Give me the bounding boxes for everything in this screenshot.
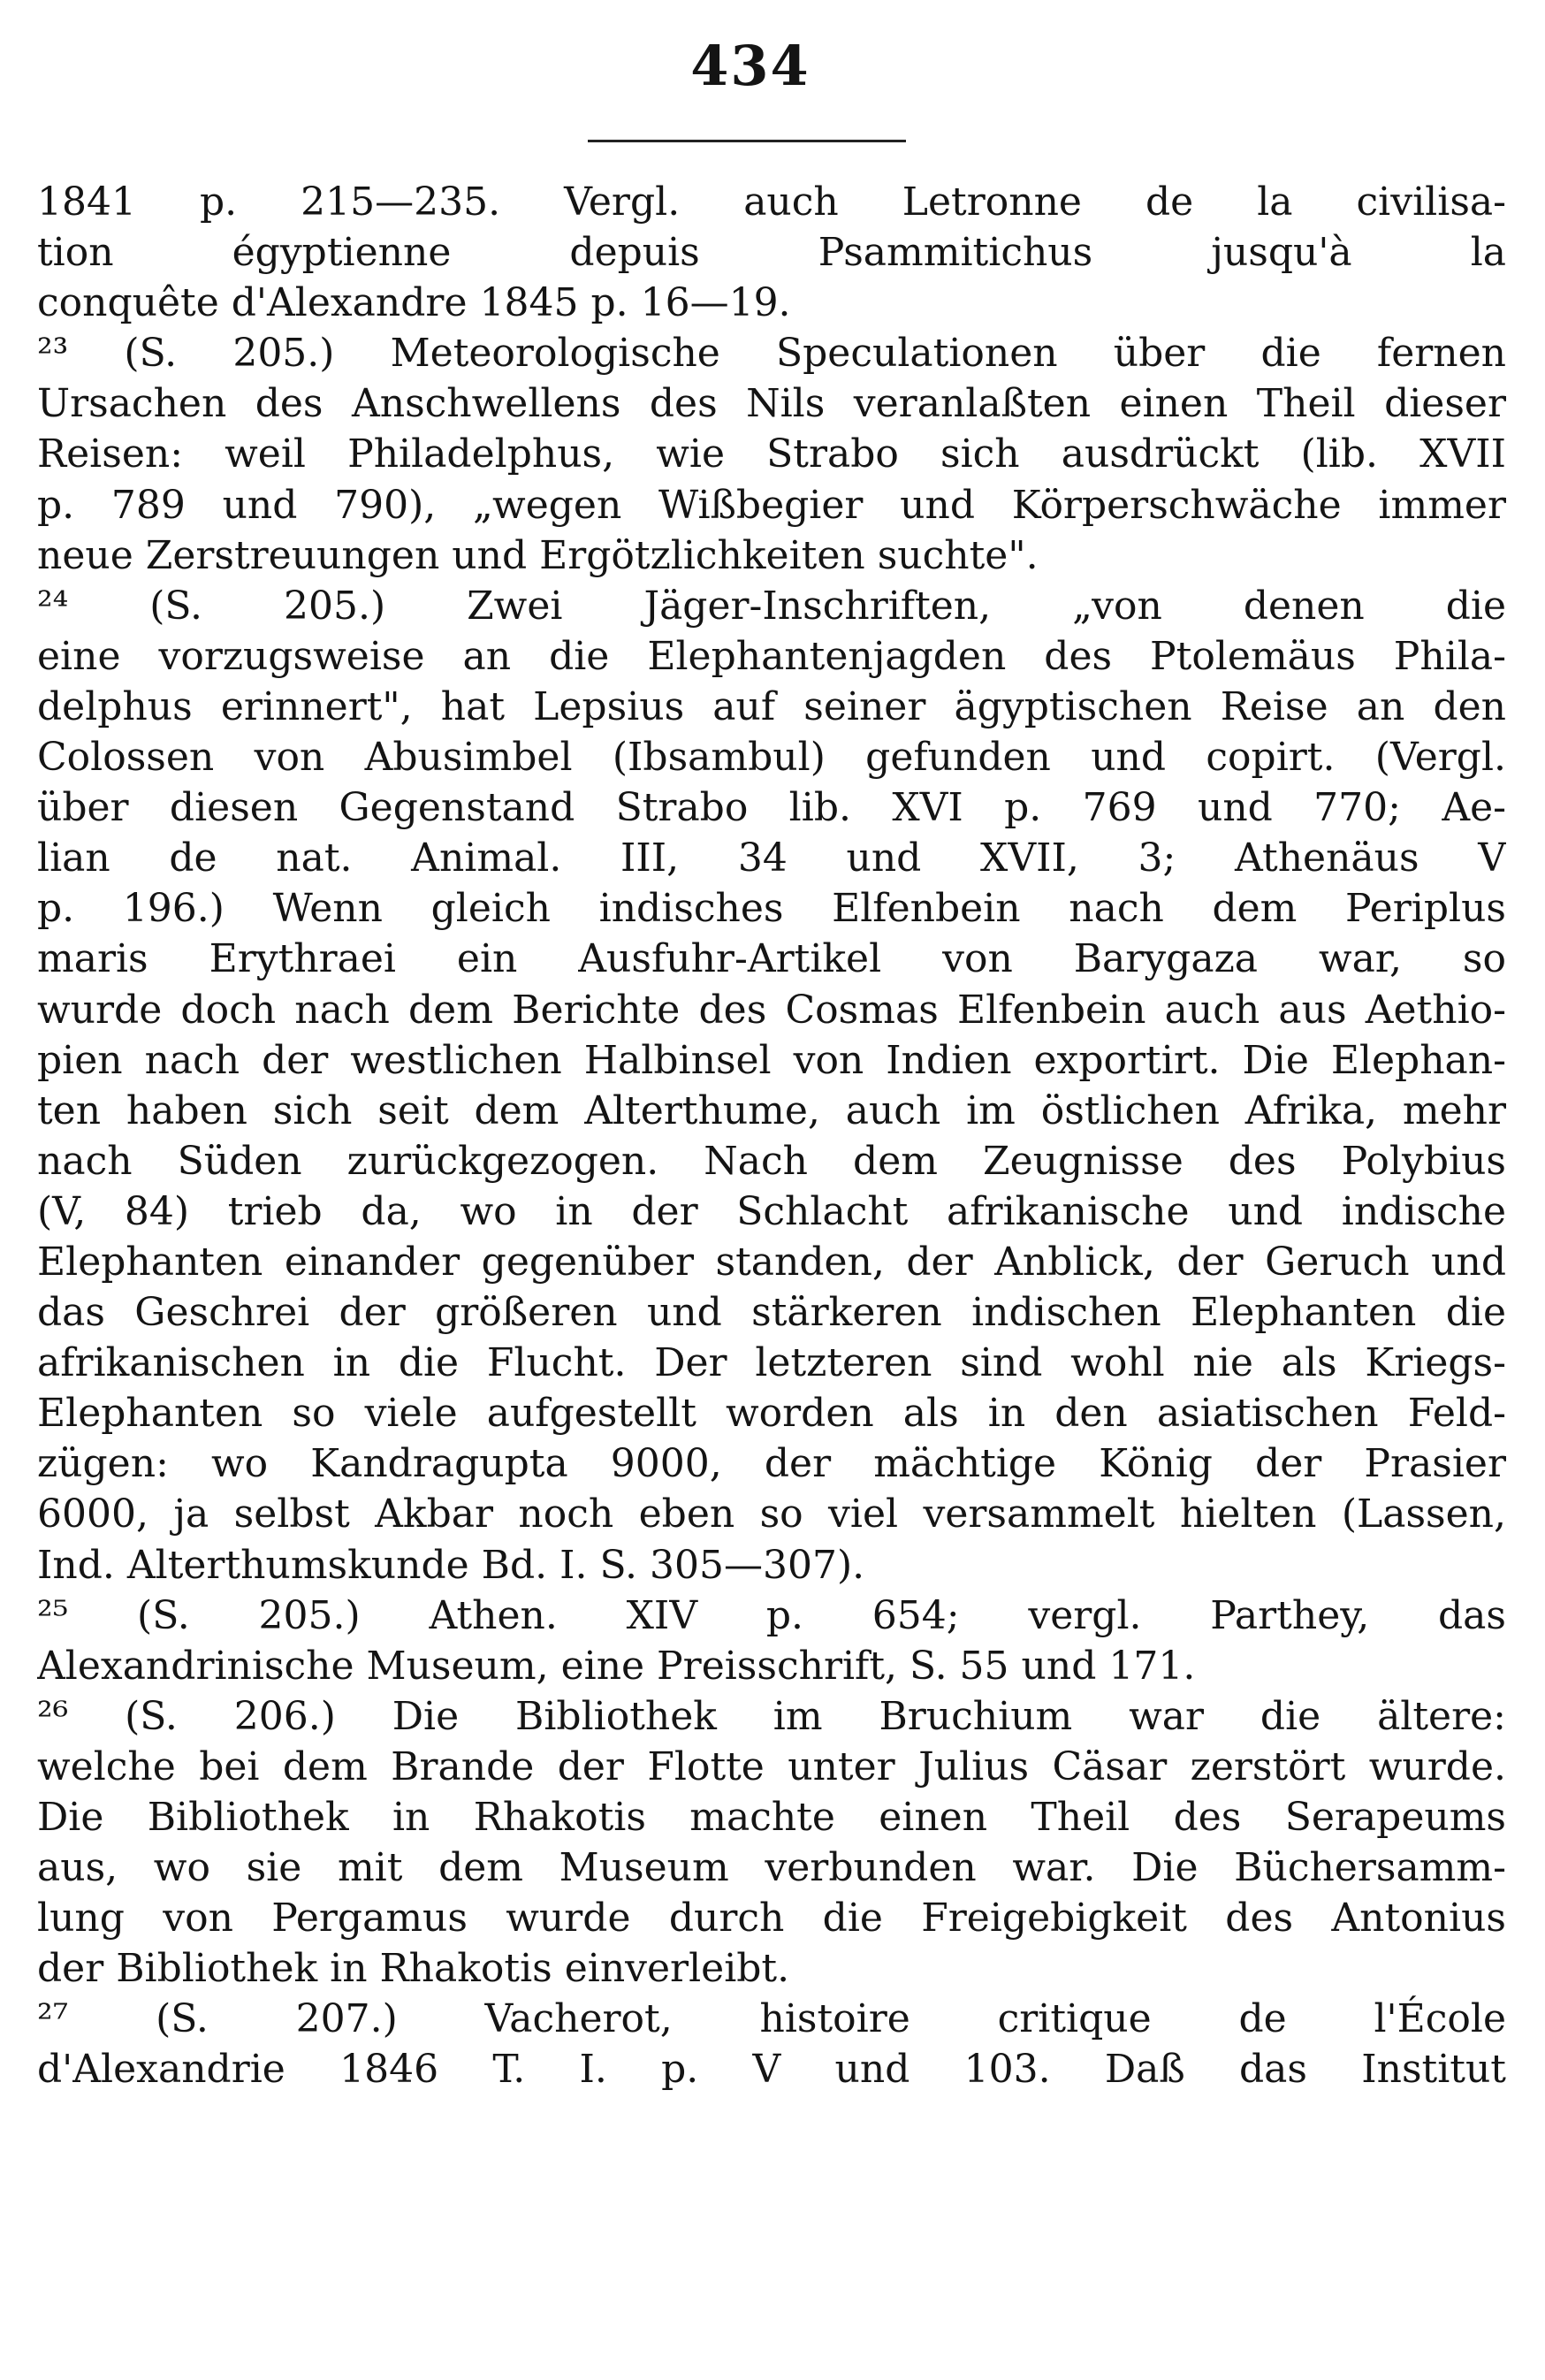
text-line: pien nach der westlichen Halbinsel von Indien exportirt. Die Elephan- (37, 1037, 1506, 1083)
text-line: lung von Pergamus wurde durch die Freigebigkeit des Antonius (37, 1896, 1506, 1941)
text-line: conquête d'Alexandre 1845 p. 16—19. (37, 280, 791, 326)
text-line: lian de nat. Animal. III, 34 und XVII, 3; Athenäus V (37, 835, 1506, 881)
text-line: 1841 p. 215—235. Vergl. auch Letronne de la civilisa- (37, 179, 1506, 225)
text-line: Colossen von Abusimbel (Ibsambul) gefunden und copirt. (Vergl. (37, 735, 1506, 781)
text-line: eine vorzugsweise an die Elephantenjagden des Ptolemäus Phila- (37, 633, 1506, 679)
text-line: ²³ (S. 205.) Meteorologische Speculationen über die fernen (37, 331, 1506, 377)
page-number: 434 (690, 34, 811, 98)
text-line: ten haben sich seit dem Alterthume, auch im östlichen Afrika, mehr (37, 1087, 1506, 1133)
text-line: ²⁶ (S. 206.) Die Bibliothek im Bruchium war die ältere: (37, 1693, 1506, 1739)
text-line: ²⁵ (S. 205.) Athen. XIV p. 654; vergl. Parthey, das (37, 1592, 1506, 1638)
text-line: neue Zerstreuungen und Ergötzlichkeiten suchte". (37, 532, 1039, 578)
text-line: maris Erythraei ein Ausfuhr-Artikel von Barygaza war, so (37, 936, 1506, 982)
text-line: tion égyptienne depuis Psammitichus jusqu'à la (37, 230, 1506, 276)
text-line: Ursachen des Anschwellens des Nils veranlaßten einen Theil dieser (37, 381, 1506, 427)
text-line: p. 196.) Wenn gleich indisches Elfenbein nach dem Periplus (37, 886, 1506, 932)
text-line: p. 789 und 790), „wegen Wißbegier und Körperschwäche immer (37, 482, 1506, 528)
text-line: Alexandrinische Museum, eine Preisschrift, S. 55 und 171. (37, 1643, 1196, 1689)
text-line: der Bibliothek in Rhakotis einverleibt. (37, 1946, 790, 1992)
text-line: wurde doch nach dem Berichte des Cosmas Elfenbein auch aus Aethio- (37, 987, 1506, 1033)
text-line: d'Alexandrie 1846 T. I. p. V und 103. Daß das Institut (37, 2047, 1506, 2093)
text-line: Die Bibliothek in Rhakotis machte einen Theil des Serapeums (37, 1795, 1506, 1840)
text-line: nach Süden zurückgezogen. Nach dem Zeugnisse des Polybius (37, 1138, 1506, 1184)
text-line: 6000, ja selbst Akbar noch eben so viel versammelt hielten (Lassen, (37, 1491, 1506, 1537)
text-line: (V, 84) trieb da, wo in der Schlacht afrikanische und indische (37, 1188, 1506, 1234)
text-line: welche bei dem Brande der Flotte unter Julius Cäsar zerstört wurde. (37, 1743, 1506, 1789)
text-line: ²⁷ (S. 207.) Vacherot, histoire critique de l'École (37, 1996, 1506, 2042)
text-line: afrikanischen in die Flucht. Der letzteren sind wohl nie als Kriegs- (37, 1340, 1506, 1386)
text-line: Reisen: weil Philadelphus, wie Strabo sich ausdrückt (lib. XVII (37, 431, 1506, 477)
text-line: Elephanten einander gegenüber standen, der Anblick, der Geruch und (37, 1239, 1506, 1285)
header-rule (588, 140, 906, 142)
text-line: Ind. Alterthumskunde Bd. I. S. 305—307). (37, 1542, 865, 1588)
text-line: das Geschrei der größeren und stärkeren indischen Elephanten die (37, 1290, 1506, 1336)
text-line: aus, wo sie mit dem Museum verbunden war. Die Büchersamm- (37, 1845, 1506, 1891)
text-line: delphus erinnert", hat Lepsius auf seiner ägyptischen Reise an den (37, 683, 1506, 729)
body-text (37, 177, 1506, 2095)
text-line: Elephanten so viele aufgestellt worden als in den asiatischen Feld- (37, 1391, 1506, 1437)
text-line: ²⁴ (S. 205.) Zwei Jäger-Inschriften, „von denen die (37, 583, 1506, 629)
text-line: über diesen Gegenstand Strabo lib. XVI p. 769 und 770; Ae- (37, 785, 1506, 831)
text-line: zügen: wo Kandragupta 9000, der mächtige König der Prasier (37, 1441, 1506, 1487)
